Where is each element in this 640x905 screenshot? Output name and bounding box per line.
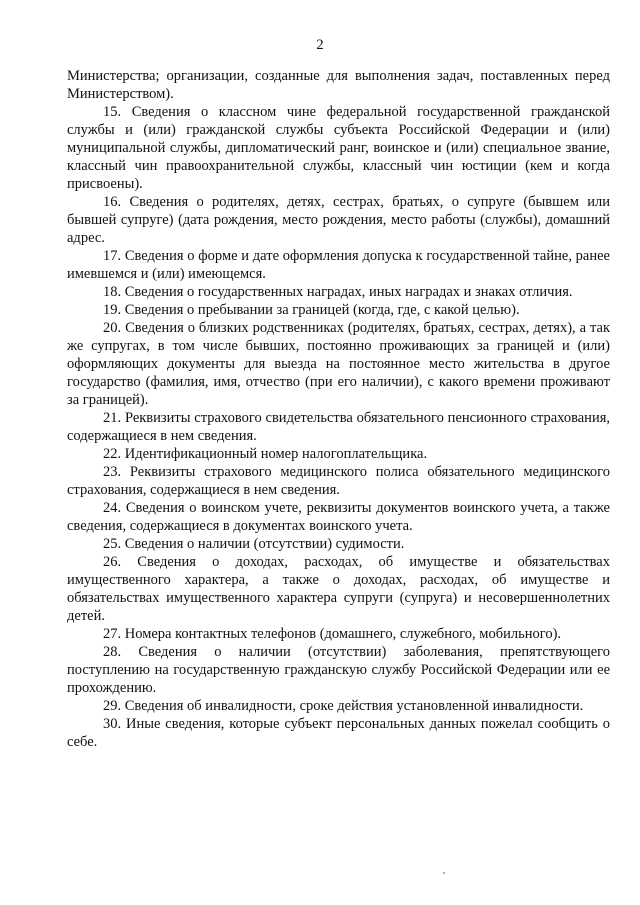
paragraph-item-17: 17. Сведения о форме и дате оформления допуска к государственной тайне, ранее имевшемся и (или) имеющемся. bbox=[67, 248, 610, 282]
paragraph-item-16: 16. Сведения о родителях, детях, сестрах, братьях, о супруге (бывшем или бывшей супруге) (дата рождения, место рождения, место работы (службы), домашний адрес. bbox=[67, 194, 610, 246]
paragraph-item-26: 26. Сведения о доходах, расходах, об имуществе и обязательствах имущественного характера, а также о доходах, расходах, об имуществе и обязательствах имущественного характера супруги (супруга) и несовершеннолетних детей. bbox=[67, 554, 610, 624]
scan-speck bbox=[443, 872, 445, 874]
paragraph-item-15: 15. Сведения о классном чине федеральной государственной гражданской службы и (или) гражданской службы субъекта Российской Федерации и (или) муниципальной службы, дипломатический ранг, воинское и (или) специальное звание, классный чин правоохранительной службы, классный чин юстиции (кем и когда присвоены). bbox=[67, 104, 610, 192]
paragraph-item-23: 23. Реквизиты страхового медицинского полиса обязательного медицинского страхования, содержащиеся в нем сведения. bbox=[67, 464, 610, 498]
document-body bbox=[67, 67, 610, 751]
paragraph-item-29: 29. Сведения об инвалидности, сроке действия установленной инвалидности. bbox=[103, 698, 584, 714]
paragraph-item-20: 20. Сведения о близких родственниках (родителях, братьях, сестрах, детях), а так же супругах, в том числе бывших, постоянно проживающих за границей и (или) оформляющих документы для выезда на постоянное место жительства в другое государство (фамилия, имя, отчество (при его наличии), с какого времени проживают за границей). bbox=[67, 320, 610, 408]
paragraph-item-22: 22. Идентификационный номер налогоплательщика. bbox=[103, 446, 428, 462]
paragraph-item-25: 25. Сведения о наличии (отсутствии) судимости. bbox=[103, 536, 405, 552]
paragraph-item-28: 28. Сведения о наличии (отсутствии) заболевания, препятствующего поступлению на государственную гражданскую службу Российской Федерации или ее прохождению. bbox=[67, 644, 610, 696]
paragraph-continuation: Министерства; организации, созданные для выполнения задач, поставленных перед Министерством). bbox=[67, 68, 610, 102]
paragraph-item-30: 30. Иные сведения, которые субъект персональных данных пожелал сообщить о себе. bbox=[67, 716, 610, 750]
paragraph-item-21: 21. Реквизиты страхового свидетельства обязательного пенсионного страхования, содержащиеся в нем сведения. bbox=[67, 410, 610, 444]
paragraph-item-27: 27. Номера контактных телефонов (домашнего, служебного, мобильного). bbox=[103, 626, 562, 642]
page-number: 2 bbox=[316, 37, 324, 53]
paragraph-item-19: 19. Сведения о пребывании за границей (когда, где, с какой целью). bbox=[103, 302, 520, 318]
paragraph-item-18: 18. Сведения о государственных наградах, иных наградах и знаках отличия. bbox=[103, 284, 573, 300]
paragraph-item-24: 24. Сведения о воинском учете, реквизиты документов воинского учета, а также сведения, содержащиеся в документах воинского учета. bbox=[67, 500, 610, 534]
